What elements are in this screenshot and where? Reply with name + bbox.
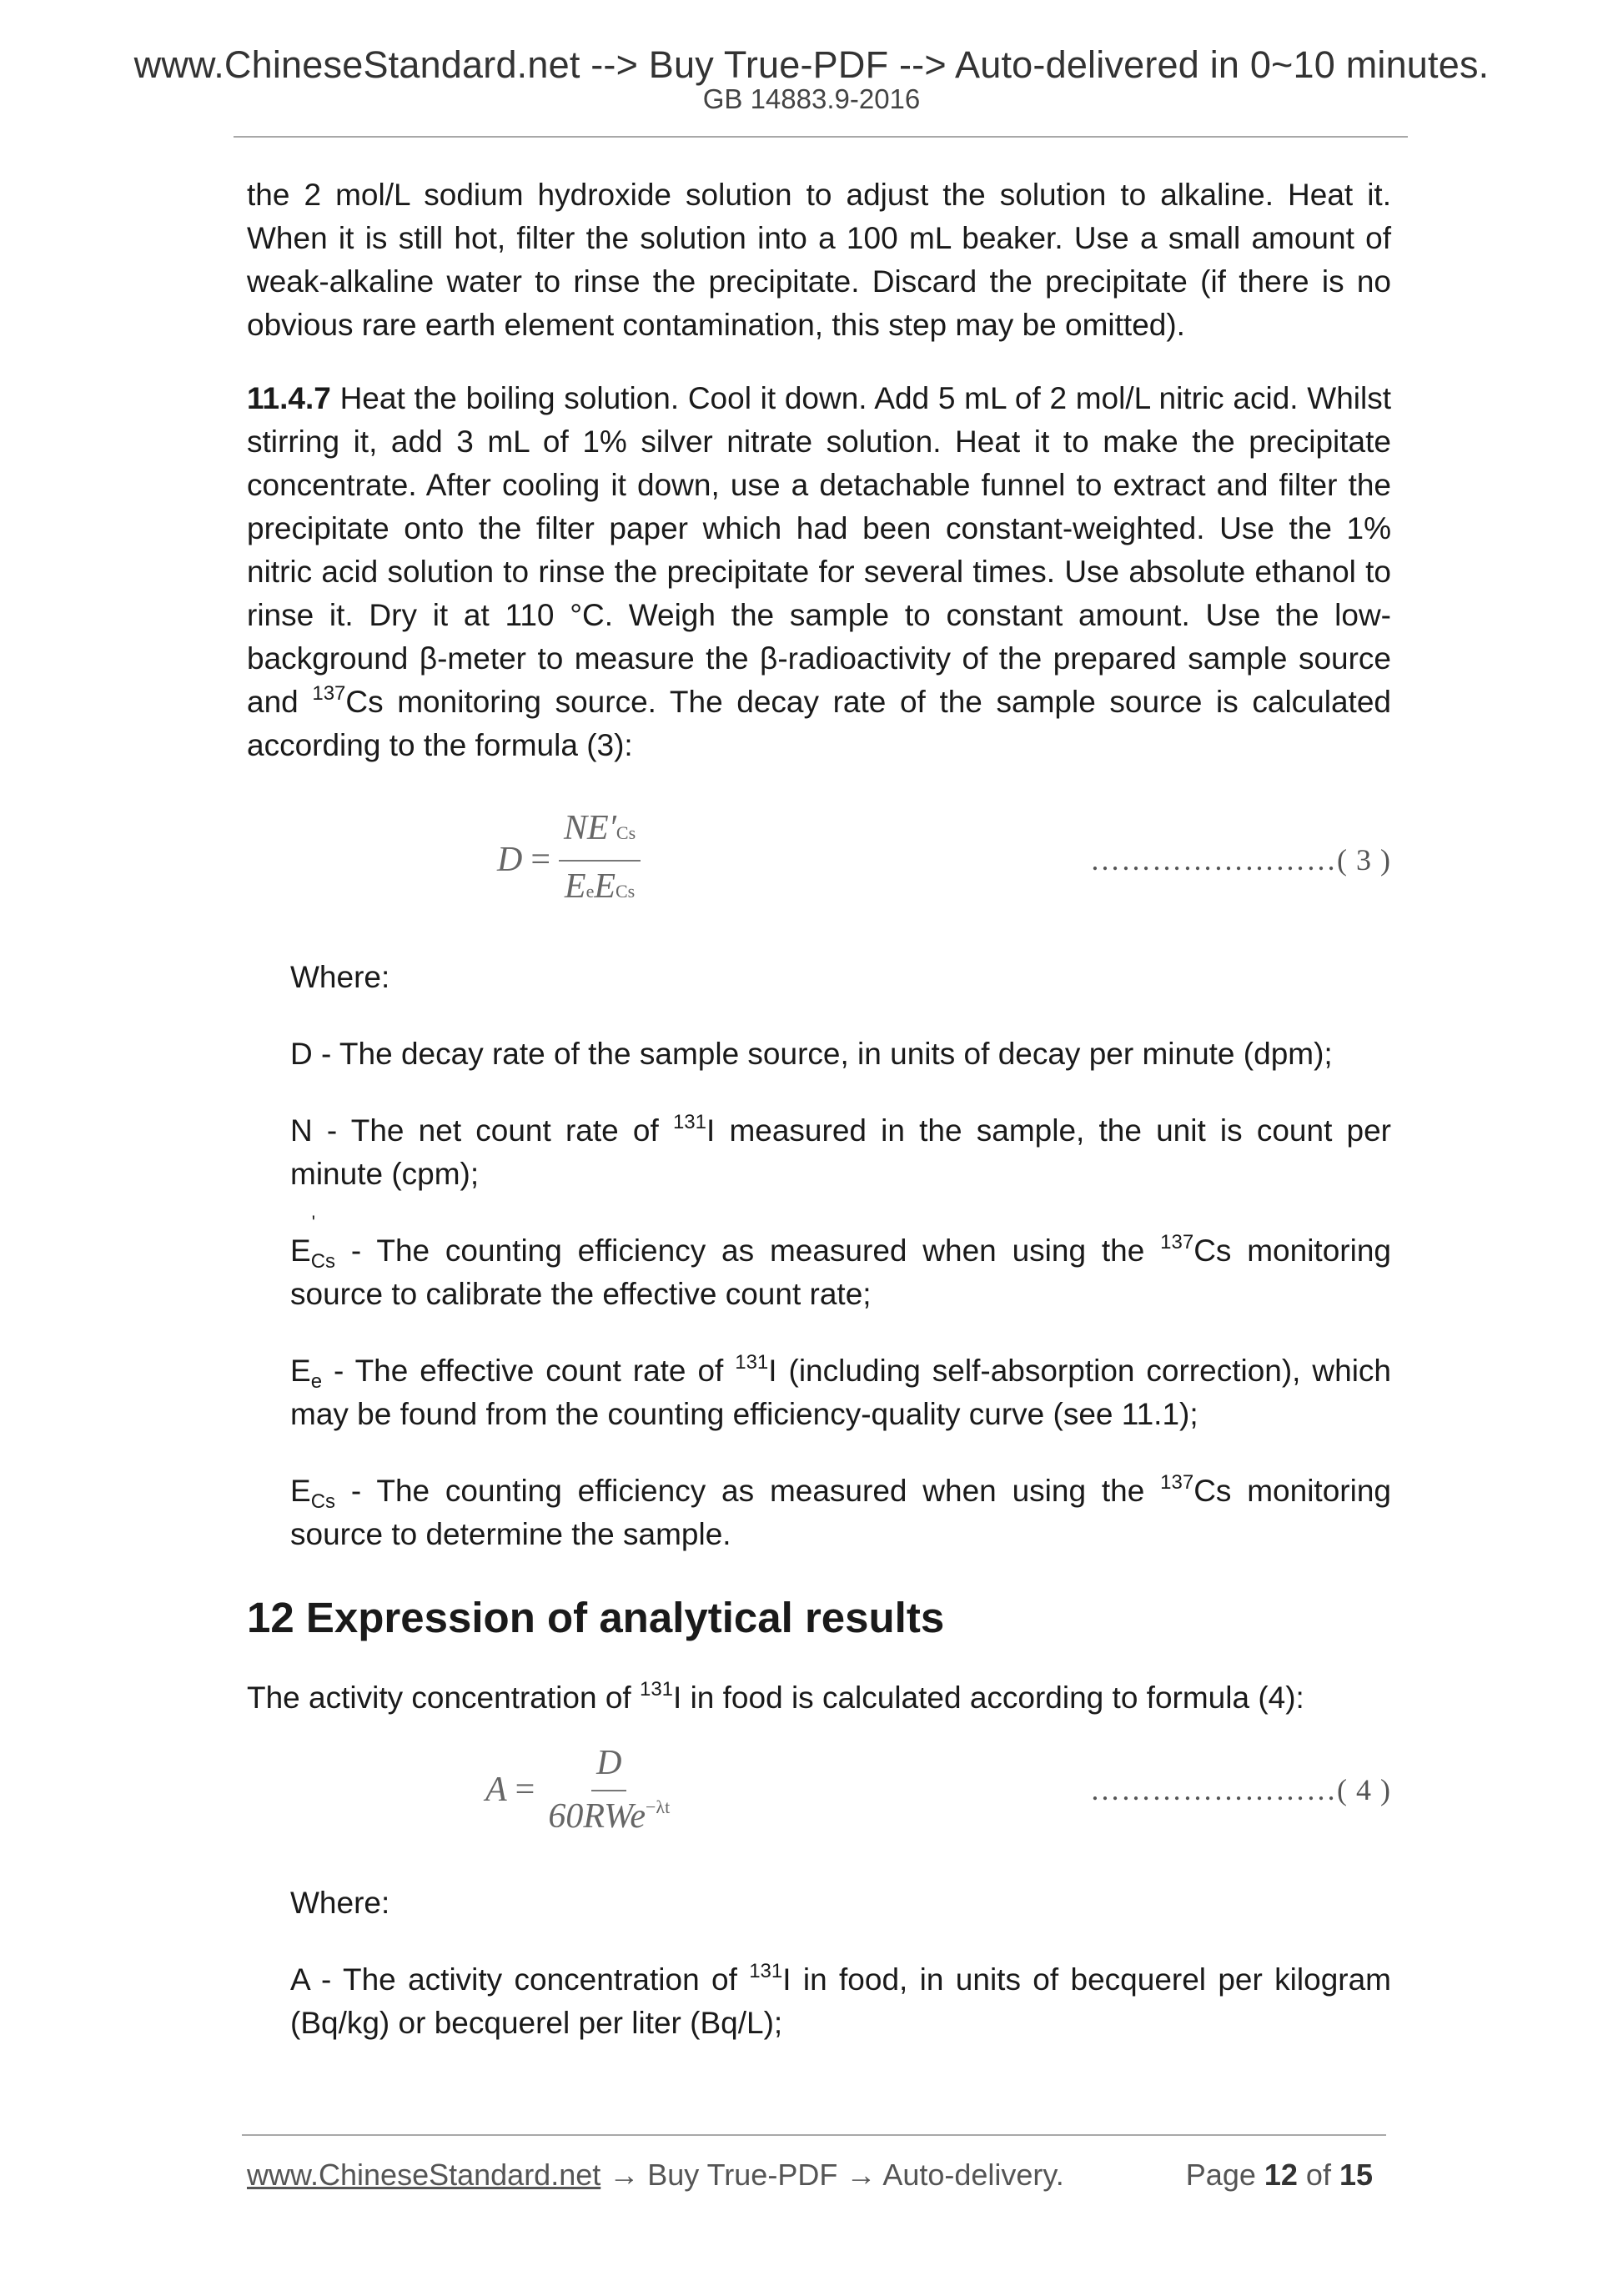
section-12-intro: The activity concentration of $^{131}$I in food is calculated according to formula (4): <box>247 1677 1304 1715</box>
page-number: 12 <box>1264 2158 1298 2192</box>
definition-N: N - The net count rate of $^{131}$I measured in the sample, the unit is count per minute (cpm); <box>290 1110 1392 1191</box>
formula-4-fraction: $\frac{D}{60RWe^{-\lambda t}}$ <box>543 1741 675 1838</box>
formula-4-lhs: A <box>485 1771 507 1809</box>
paragraph-continuation: the 2 mol/L sodium hydroxide solution to adjust the solution to alkaline. Heat it. When it is still hot, filter the solution into a 100 mL beaker. Use a small amount of weak-alkaline water to rinse the precipitate. Discard the precipitate (if there is no obvious rare earth element contamination, this step may be omitted). <box>247 178 1391 342</box>
page-total: 15 <box>1339 2158 1373 2192</box>
where-label: Where: <box>290 960 390 994</box>
footer-tagline: → Buy True-PDF → Auto-delivery. <box>600 2158 1064 2192</box>
header-divider <box>234 136 1408 138</box>
page-footer <box>247 2158 1381 2193</box>
clause-11-4-7: 11.4.7 Heat the boiling solution. Cool it down. Add 5 mL of 2 mol/L nitric acid. Whilst stirring it, add 3 mL of 1% silver nitrate solution. Heat it to make the precipitate concentrate. After cooling it down, use a detachable funnel to extract and filter the precipitate onto the filter paper which had been constant-weighted. Use the 1% nitric acid solution to rinse the precipitate for several times. Use absolute ethanol to rinse it. Dry it at 110 °C. Weigh the sample to constant amount. Use the low-background β-meter to measure the β-radioactivity of the prepared sample source and $^{137}$Cs monitoring source. The decay rate of the sample source is calculated according to the formula (3): <box>247 381 1391 762</box>
formula-3: D = $\frac{NE'Cs}{\text{EeECs}}$ ……………………( 3 ) <box>247 797 1391 922</box>
page-content <box>247 173 1391 2045</box>
formula-4: A = $\frac{D}{60RWe^{-\lambda t}}$ ……………………( 4 ) <box>247 1731 1391 1848</box>
standard-code: GB 14883.9-2016 <box>702 83 921 114</box>
where-label-2: Where: <box>290 1886 390 1920</box>
section-12-heading: 12 Expression of analytical results <box>247 1594 945 1641</box>
formula-4-number: ……………………( 4 ) <box>1090 1773 1391 1806</box>
definition-D: D - The decay rate of the sample source, in units of decay per minute (dpm); <box>290 1037 1333 1071</box>
definition-Ee: $E_e$ - The effective count rate of $^{131}$I (including self-absorption correction), which may be found from the counting efficiency-quality curve (see 11.1); <box>290 1350 1391 1431</box>
footer-divider <box>242 2134 1386 2136</box>
site-banner: www.ChineseStandard.net --> Buy True-PDF --> Auto-delivered in 0~10 minutes. <box>133 43 1490 86</box>
page-indicator: Page 12 of 15 <box>1185 2158 1373 2192</box>
formula-3-lhs: D <box>497 841 523 879</box>
definition-E-prime-Cs: E ' $_{Cs}$ - The counting efficiency as measured when using the $^{137}$Cs monitoring source to calibrate the effective count rate; <box>290 1212 1391 1311</box>
site-link[interactable]: www.ChineseStandard.net <box>247 2158 601 2192</box>
definition-A: A - The activity concentration of $^{131}$I in food, in units of becquerel per kilogram (Bq/kg) or becquerel per liter (Bq/L); <box>290 1959 1391 2040</box>
definition-E-Cs: $E_{Cs}$ - The counting efficiency as measured when using the $^{137}$Cs monitoring source to determine the sample. <box>290 1470 1391 1551</box>
formula-3-number: ……………………( 3 ) <box>1090 843 1391 877</box>
clause-number: 11.4.7 <box>247 381 331 415</box>
formula-3-fraction: $\frac{NE'Cs}{\text{EeECs}}$ <box>559 806 641 913</box>
